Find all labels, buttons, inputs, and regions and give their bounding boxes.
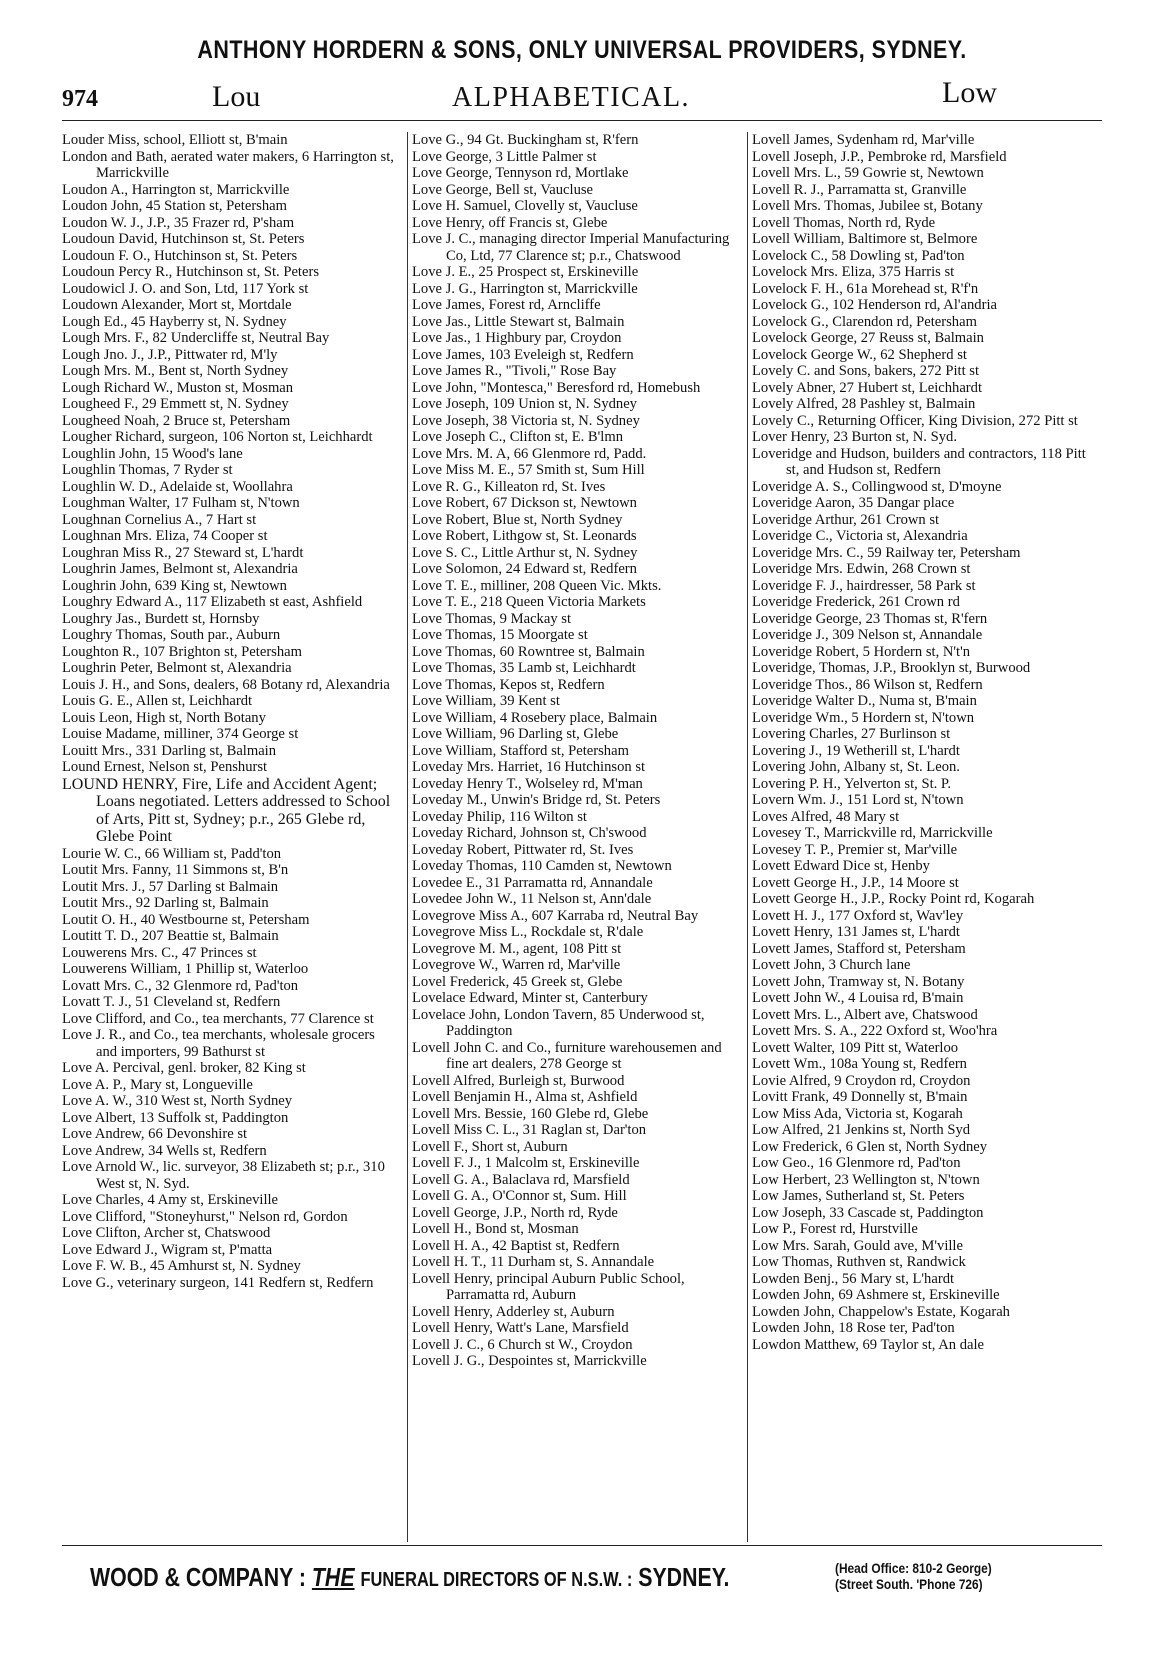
directory-entry: Lovely Alfred, 28 Pashley st, Balmain <box>752 396 976 412</box>
directory-entry: Love Thomas, 35 Lamb st, Leichhardt <box>412 660 636 676</box>
directory-entry: Loughrin John, 639 King st, Newtown <box>62 577 287 594</box>
directory-entry: Loveday M., Unwin's Bridge rd, St. Peters <box>412 792 661 808</box>
directory-entry: Lougher Richard, surgeon, 106 Norton st, Leichhardt <box>62 429 373 445</box>
directory-entry: Love A. W., 310 West st, North Sydney <box>62 1093 293 1109</box>
directory-entry: Love Robert, 67 Dickson st, Newtown <box>412 495 637 511</box>
directory-entry: Love George, 3 Little Palmer st <box>412 148 597 165</box>
directory-entry: Loughry Edward A., 117 Elizabeth st east, Ashfield <box>62 594 363 610</box>
directory-entry: Love Clifford, "Stoneyhurst," Nelson rd, Gordon <box>62 1208 348 1225</box>
directory-entry: Love Miss M. E., 57 Smith st, Sum Hill <box>412 462 645 478</box>
directory-entry: Lovell H. A., 42 Baptist st, Redfern <box>412 1237 620 1254</box>
directory-entry: Love George, Bell st, Vaucluse <box>412 181 594 198</box>
directory-entry: Lougheed Noah, 2 Bruce st, Petersham <box>62 412 291 429</box>
directory-entry: Loutit Mrs. Fanny, 11 Simmons st, B'n <box>62 862 289 878</box>
footer-note-line-2: (Street South. 'Phone 726) <box>835 1576 983 1592</box>
directory-entry: Louitt Mrs., 331 Darling st, Balmain <box>62 742 277 759</box>
directory-entry: Lovedee E., 31 Parramatta rd, Annandale <box>412 874 653 891</box>
directory-entry: Lovell J. G., Despointes st, Marrickville <box>412 1353 647 1369</box>
directory-entry: Lovett Mrs. L., Albert ave, Chatswood <box>752 1006 978 1023</box>
directory-entry: Love William, Stafford st, Petersham <box>412 742 629 759</box>
directory-entry: Louwerens William, 1 Phillip st, Waterloo <box>62 961 309 977</box>
directory-entry: Lound Ernest, Nelson st, Penshurst <box>62 759 268 775</box>
directory-entry: Love Jas., 1 Highbury par, Croydon <box>412 330 622 346</box>
directory-entry: Low Mrs. Sarah, Gould ave, M'ville <box>752 1237 963 1254</box>
directory-entry: Lovelock C., 58 Dowling st, Pad'ton <box>752 247 965 264</box>
directory-entry: Lovell William, Baltimore st, Belmore <box>752 231 978 247</box>
directory-entry: Loughry Jas., Burdett st, Hornsby <box>62 610 260 627</box>
directory-entry: Loveday Robert, Pittwater rd, St. Ives <box>412 841 634 858</box>
directory-columns <box>62 132 1102 1542</box>
directory-entry: Lovett Mrs. S. A., 222 Oxford st, Woo'hra <box>752 1023 998 1039</box>
directory-entry: Love Clifford, and Co., tea merchants, 77 Clarence st <box>62 1010 374 1027</box>
directory-entry: Loutitt T. D., 207 Beattie st, Balmain <box>62 928 279 944</box>
directory-entry: Lover Henry, 23 Burton st, N. Syd. <box>752 429 957 445</box>
directory-entry: Lovell H. T., 11 Durham st, S. Annandale <box>412 1254 655 1270</box>
directory-entry: Lovell James, Sydenham rd, Mar'ville <box>752 132 975 148</box>
directory-entry: Love John, "Montesca," Beresford rd, Homebush <box>412 379 701 396</box>
directory-entry: Loveday Thomas, 110 Camden st, Newtown <box>412 858 672 874</box>
directory-entry: Loudon W. J., J.P., 35 Frazer rd, P'sham <box>62 214 295 231</box>
directory-entry: Louis G. E., Allen st, Leichhardt <box>62 693 253 709</box>
directory-entry: Lovell H., Bond st, Mosman <box>412 1221 579 1237</box>
page-banner: ANTHONY HORDERN & SONS, ONLY UNIVERSAL PROVIDERS, SYDNEY. <box>197 36 967 64</box>
directory-entry: Loudoun Percy R., Hutchinson st, St. Peters <box>62 264 320 280</box>
directory-entry: Love Jas., Little Stewart st, Balmain <box>412 313 625 330</box>
directory-entry: Lovern Wm. J., 151 Lord st, N'town <box>752 792 964 808</box>
directory-entry: Lowden Benj., 56 Mary st, L'hardt <box>752 1270 955 1287</box>
directory-entry: Lovelock George, 27 Reuss st, Balmain <box>752 330 984 346</box>
directory-entry: Loughrin James, Belmont st, Alexandria <box>62 561 298 577</box>
directory-entry: Loves Alfred, 48 Mary st <box>752 808 900 825</box>
directory-entry: Loudon A., Harrington st, Marrickville <box>62 181 290 198</box>
directory-entry: Love Robert, Blue st, North Sydney <box>412 511 623 528</box>
directory-entry: Love J. E., 25 Prospect st, Erskineville <box>412 264 639 280</box>
directory-entry: Lowden John, 69 Ashmere st, Erskineville <box>752 1287 1000 1303</box>
directory-entry: Love William, 39 Kent st <box>412 693 560 709</box>
directory-entry: Loughry Thomas, South par., Auburn <box>62 627 281 643</box>
directory-entry: Loughlin John, 15 Wood's lane <box>62 445 243 462</box>
directory-entry: Lovell Henry, Adderley st, Auburn <box>412 1303 615 1320</box>
directory-entry: Loudown Alexander, Mort st, Mortdale <box>62 297 292 313</box>
directory-entry: Lovell Joseph, J.P., Pembroke rd, Marsfield <box>752 148 1007 165</box>
directory-entry: Loveridge, Thomas, J.P., Brooklyn st, Burwood <box>752 660 1031 676</box>
directory-entry: Lovell Mrs. L., 59 Gowrie st, Newtown <box>752 165 984 181</box>
directory-entry: Loveridge Wm., 5 Hordern st, N'town <box>752 709 975 726</box>
directory-entry: Loveridge and Hudson, builders and contractors, 118 Pitt st, and Hudson st, Redfern <box>752 445 1086 478</box>
directory-entry: Lovett James, Stafford st, Petersham <box>752 940 966 957</box>
directory-entry: Love Mrs. M. A, 66 Glenmore rd, Padd. <box>412 445 647 462</box>
directory-entry: Loughnan Mrs. Eliza, 74 Cooper st <box>62 528 268 544</box>
directory-entry: Loveridge J., 309 Nelson st, Annandale <box>752 627 983 643</box>
directory-entry: Lovegrove Miss L., Rockdale st, R'dale <box>412 924 644 940</box>
directory-entry: Loveridge George, 23 Thomas st, R'fern <box>752 610 988 627</box>
directory-entry: Loughlin W. D., Adelaide st, Woollahra <box>62 478 293 495</box>
directory-entry: Louwerens Mrs. C., 47 Princes st <box>62 944 257 961</box>
directory-entry: Low P., Forest rd, Hurstville <box>752 1221 918 1237</box>
directory-entry: Loudoun David, Hutchinson st, St. Peters <box>62 231 305 247</box>
directory-entry: Loveday Henry T., Wolseley rd, M'man <box>412 775 643 792</box>
directory-entry: Loveridge Frederick, 261 Crown rd <box>752 594 960 610</box>
directory-entry: Loudoun F. O., Hutchinson st, St. Peters <box>62 247 298 264</box>
directory-entry: Lovering J., 19 Wetherill st, L'hardt <box>752 742 960 759</box>
directory-entry: Lovell Henry, Watt's Lane, Marsfield <box>412 1320 629 1336</box>
directory-entry: Love A. Percival, genl. broker, 82 King st <box>62 1060 306 1076</box>
directory-entry: Lougheed F., 29 Emmett st, N. Sydney <box>62 396 289 412</box>
directory-entry: Lovett John W., 4 Louisa rd, B'main <box>752 990 964 1006</box>
directory-entry: Low Joseph, 33 Cascade st, Paddington <box>752 1204 984 1221</box>
directory-entry: Love William, 4 Rosebery place, Balmain <box>412 709 658 726</box>
directory-entry: Loveday Philip, 116 Wilton st <box>412 808 587 825</box>
directory-entry: Lovatt T. J., 51 Cleveland st, Redfern <box>62 994 281 1010</box>
page-header <box>62 76 1102 121</box>
directory-entry: Love G., veterinary surgeon, 141 Redfern st, Redfern <box>62 1274 374 1291</box>
directory-entry: Loveridge Robert, 5 Hordern st, N't'n <box>752 643 971 660</box>
directory-entry: London and Bath, aerated water makers, 6 Harrington st, Marrickville <box>62 148 394 181</box>
directory-entry: Lovell Mrs. Thomas, Jubilee st, Botany <box>752 198 983 214</box>
directory-entry: Lovegrove M. M., agent, 108 Pitt st <box>412 940 622 957</box>
directory-entry: Lovell J. C., 6 Church st W., Croydon <box>412 1336 633 1353</box>
footer-note-line-1: (Head Office: 810-2 George) <box>835 1560 992 1576</box>
directory-entry: Love Thomas, 15 Moorgate st <box>412 627 588 643</box>
directory-entry: Love Thomas, Kepos st, Redfern <box>412 676 605 693</box>
directory-entry: Lovelace Edward, Minter st, Canterbury <box>412 990 648 1006</box>
directory-entry: Lovett Henry, 131 James st, L'hardt <box>752 924 960 940</box>
footer-head-office-note <box>835 1560 992 1592</box>
directory-entry: Lovelock G., Clarendon rd, Petersham <box>752 313 977 330</box>
directory-entry: Love Thomas, 9 Mackay st <box>412 610 572 627</box>
directory-entry: Lowden John, 18 Rose ter, Pad'ton <box>752 1320 955 1336</box>
directory-entry: Love Charles, 4 Amy st, Erskineville <box>62 1192 279 1208</box>
directory-entry: Lovell Thomas, North rd, Ryde <box>752 214 936 231</box>
directory-entry: Love James, 103 Eveleigh st, Redfern <box>412 346 634 363</box>
directory-entry: Louis Leon, High st, North Botany <box>62 709 266 726</box>
directory-entry: Love Andrew, 66 Devonshire st <box>62 1126 248 1142</box>
directory-entry: Lovitt Frank, 49 Donnelly st, B'main <box>752 1089 968 1105</box>
directory-entry: Loutit Mrs. J., 57 Darling st Balmain <box>62 878 279 895</box>
footer-company: WOOD & COMPANY : <box>90 1562 306 1592</box>
directory-entry: Loveridge F. J., hairdresser, 58 Park st <box>752 577 976 594</box>
directory-entry: Lovelock F. H., 61a Morehead st, R'f'n <box>752 280 979 297</box>
directory-entry: Lovegrove Miss A., 607 Karraba rd, Neutral Bay <box>412 907 699 924</box>
directory-entry: Love T. E., milliner, 208 Queen Vic. Mkts. <box>412 577 662 594</box>
directory-entry: Low Herbert, 23 Wellington st, N'town <box>752 1171 980 1188</box>
directory-entry: Loughlin Thomas, 7 Ryder st <box>62 462 233 478</box>
directory-entry: Love Andrew, 34 Wells st, Redfern <box>62 1142 267 1159</box>
directory-entry: Lovelace John, London Tavern, 85 Underwood st, Paddington <box>412 1006 705 1039</box>
directory-entry: Loveridge Aaron, 35 Dangar place <box>752 495 955 511</box>
directory-entry: Love William, 96 Darling st, Glebe <box>412 726 619 742</box>
directory-entry: Lovett John, 3 Church lane <box>752 957 911 973</box>
directory-entry: Louis J. H., and Sons, dealers, 68 Botany rd, Alexandria <box>62 676 390 693</box>
directory-entry: Love Edward J., Wigram st, P'matta <box>62 1241 273 1258</box>
directory-entry: Lovett H. J., 177 Oxford st, Wav'ley <box>752 907 964 924</box>
directory-entry: Loveridge Walter D., Numa st, B'main <box>752 693 977 709</box>
directory-entry: Lovelock G., 102 Henderson rd, Al'andria <box>752 297 997 313</box>
directory-entry: Lovely C. and Sons, bakers, 272 Pitt st <box>752 363 980 379</box>
directory-entry: Love Solomon, 24 Edward st, Redfern <box>412 561 637 577</box>
directory-entry: Loveday Mrs. Harriet, 16 Hutchinson st <box>412 759 646 775</box>
footer-advertisement <box>90 1558 1100 1608</box>
directory-entry: Loudon John, 45 Station st, Petersham <box>62 198 287 214</box>
directory-entry: Lovell John C. and Co., furniture warehousemen and fine art dealers, 278 George st <box>412 1039 722 1072</box>
directory-entry: Love Albert, 13 Suffolk st, Paddington <box>62 1109 289 1126</box>
directory-entry: Lovely Abner, 27 Hubert st, Leichhardt <box>752 379 983 396</box>
directory-entry: Loughran Miss R., 27 Steward st, L'hardt <box>62 544 304 561</box>
directory-entry: Lovell Mrs. Bessie, 160 Glebe rd, Glebe <box>412 1105 649 1122</box>
directory-entry: Low Alfred, 21 Jenkins st, North Syd <box>752 1122 971 1138</box>
directory-entry: Lovett Edward Dice st, Henby <box>752 858 930 874</box>
header-left-guide-word: Lou <box>212 80 261 113</box>
directory-entry: Lovett Wm., 108a Young st, Redfern <box>752 1056 967 1072</box>
directory-entry: Loveridge Arthur, 261 Crown st <box>752 511 940 528</box>
directory-entry: Louise Madame, milliner, 374 George st <box>62 726 299 742</box>
directory-entry: Lovell F. J., 1 Malcolm st, Erskineville <box>412 1155 640 1171</box>
directory-entry: Loveridge Mrs. Edwin, 268 Crown st <box>752 561 971 577</box>
directory-entry: Low Miss Ada, Victoria st, Kogarah <box>752 1105 963 1122</box>
directory-entry: LOUND HENRY, Fire, Life and Accident Agent; Loans negotiated. Letters addressed to School of Arts, Pitt st, Sydney; p.r., 265 Glebe rd, Glebe Point <box>62 775 391 845</box>
directory-entry: Loveday Richard, Johnson st, Ch'swood <box>412 825 647 841</box>
directory-entry: Love Joseph, 38 Victoria st, N. Sydney <box>412 412 640 429</box>
directory-entry: Lovegrove W., Warren rd, Mar'ville <box>412 957 621 973</box>
footer-slogan <box>90 1562 729 1593</box>
directory-entry: Lourie W. C., 66 William st, Padd'ton <box>62 845 282 862</box>
directory-entry: Low Geo., 16 Glenmore rd, Pad'ton <box>752 1155 961 1171</box>
directory-entry: Lovell Benjamin H., Alma st, Ashfield <box>412 1089 638 1105</box>
directory-entry: Lovell G. A., O'Connor st, Sum. Hill <box>412 1188 627 1204</box>
page-number: 974 <box>62 86 98 112</box>
directory-entry: Loveridge Mrs. C., 59 Railway ter, Petersham <box>752 544 1021 561</box>
directory-entry: Love R. G., Killeaton rd, St. Ives <box>412 478 606 495</box>
directory-entry: Love Arnold W., lic. surveyor, 38 Elizabeth st; p.r., 310 West st, N. Syd. <box>62 1159 385 1192</box>
directory-entry: Lovett George H., J.P., Rocky Point rd, Kogarah <box>752 891 1035 907</box>
directory-entry: Lovering Charles, 27 Burlinson st <box>752 726 951 742</box>
directory-entry: Lovell Miss C. L., 31 Raglan st, Dar'ton <box>412 1122 647 1138</box>
directory-entry: Loudowicl J. O. and Son, Ltd, 117 York st <box>62 280 309 297</box>
directory-entry: Lovell George, J.P., North rd, Ryde <box>412 1204 618 1221</box>
directory-entry: Lovel Frederick, 45 Greek st, Glebe <box>412 973 623 990</box>
directory-entry: Love Clifton, Archer st, Chatswood <box>62 1225 271 1241</box>
footer-rule <box>62 1545 1102 1546</box>
directory-entry: Lovesey T. P., Premier st, Mar'ville <box>752 841 958 858</box>
directory-entry: Low James, Sutherland st, St. Peters <box>752 1188 965 1204</box>
directory-entry: Love Joseph C., Clifton st, E. B'lmn <box>412 429 623 445</box>
directory-entry: Love G., 94 Gt. Buckingham st, R'fern <box>412 132 639 148</box>
directory-entry: Lovett John, Tramway st, N. Botany <box>752 973 965 990</box>
directory-entry: Love Joseph, 109 Union st, N. Sydney <box>412 396 637 412</box>
directory-entry: Loveridge A. S., Collingwood st, D'moyne <box>752 478 1002 495</box>
directory-entry: Low Frederick, 6 Glen st, North Sydney <box>752 1138 988 1155</box>
directory-entry: Loutit Mrs., 92 Darling st, Balmain <box>62 895 269 911</box>
directory-entry: Love A. P., Mary st, Longueville <box>62 1076 253 1093</box>
directory-entry: Loveridge C., Victoria st, Alexandria <box>752 528 968 544</box>
directory-entry: Lough Mrs. F., 82 Undercliffe st, Neutral Bay <box>62 330 330 346</box>
directory-entry: Lovering P. H., Yelverton st, St. P. <box>752 775 952 792</box>
directory-entry: Love Thomas, 60 Rowntree st, Balmain <box>412 643 645 660</box>
directory-entry: Lovell G. A., Balaclava rd, Marsfield <box>412 1171 630 1188</box>
directory-entry: Lowden John, Chappelow's Estate, Kogarah <box>752 1303 1010 1320</box>
directory-entry: Lovie Alfred, 9 Croydon rd, Croydon <box>752 1072 971 1089</box>
directory-entry: Loughton R., 107 Brighton st, Petersham <box>62 643 302 660</box>
directory-column-1 <box>62 132 396 1542</box>
directory-entry: Lovell Henry, principal Auburn Public School, Parramatta rd, Auburn <box>412 1270 685 1303</box>
directory-entry: Lovell R. J., Parramatta st, Granville <box>752 181 967 198</box>
directory-column-3 <box>747 132 1102 1542</box>
footer-funeral-directors: FUNERAL DIRECTORS OF N.S.W. : <box>360 1569 633 1591</box>
footer-city: SYDNEY. <box>638 1562 730 1592</box>
directory-entry: Love H. Samuel, Clovelly st, Vaucluse <box>412 198 638 214</box>
directory-entry: Lowdon Matthew, 69 Taylor st, An dale <box>752 1336 985 1353</box>
directory-entry: Loutit O. H., 40 Westbourne st, Petersham <box>62 911 310 928</box>
footer-the: THE <box>311 1562 355 1592</box>
directory-entry: Loveridge Thos., 86 Wilson st, Redfern <box>752 676 983 693</box>
directory-entry: Lovelock Mrs. Eliza, 375 Harris st <box>752 264 955 280</box>
directory-entry: Lough Ed., 45 Hayberry st, N. Sydney <box>62 313 287 330</box>
directory-entry: Lovely C., Returning Officer, King Division, 272 Pitt st <box>752 412 1078 429</box>
directory-entry: Lovelock George W., 62 Shepherd st <box>752 346 967 363</box>
directory-entry: Love F. W. B., 45 Amhurst st, N. Sydney <box>62 1258 301 1274</box>
directory-entry: Lough Jno. J., J.P., Pittwater rd, M'ly <box>62 346 278 363</box>
directory-entry: Love J. R., and Co., tea merchants, wholesale grocers and importers, 99 Bathurst st <box>62 1027 375 1060</box>
directory-entry: Lovell F., Short st, Auburn <box>412 1138 568 1155</box>
directory-entry: Low Thomas, Ruthven st, Randwick <box>752 1254 966 1270</box>
directory-entry: Lough Richard W., Muston st, Mosman <box>62 379 294 396</box>
directory-entry: Love James, Forest rd, Arncliffe <box>412 297 601 313</box>
directory-entry: Love James R., "Tivoli," Rose Bay <box>412 363 617 379</box>
directory-entry: Love Henry, off Francis st, Glebe <box>412 214 608 231</box>
directory-entry: Love T. E., 218 Queen Victoria Markets <box>412 594 646 610</box>
directory-entry: Lovell Alfred, Burleigh st, Burwood <box>412 1072 625 1089</box>
directory-column-2 <box>407 132 742 1542</box>
directory-entry: Lovesey T., Marrickville rd, Marrickville <box>752 825 993 841</box>
directory-entry: Love S. C., Little Arthur st, N. Sydney <box>412 544 638 561</box>
directory-entry: Loughrin Peter, Belmont st, Alexandria <box>62 660 292 676</box>
directory-entry: Love J. C., managing director Imperial Manufacturing Co, Ltd, 77 Clarence st; p.r., Chatswood <box>412 231 730 264</box>
header-section-title: ALPHABETICAL. <box>452 82 691 113</box>
directory-entry: Lovett George H., J.P., 14 Moore st <box>752 874 959 891</box>
directory-entry: Love Robert, Lithgow st, St. Leonards <box>412 528 637 544</box>
directory-entry: Lovatt Mrs. C., 32 Glenmore rd, Pad'ton <box>62 977 299 994</box>
directory-entry: Lovering John, Albany st, St. Leon. <box>752 759 960 775</box>
directory-entry: Love J. G., Harrington st, Marrickville <box>412 280 638 297</box>
directory-entry: Love George, Tennyson rd, Mortlake <box>412 165 629 181</box>
directory-entry: Lovedee John W., 11 Nelson st, Ann'dale <box>412 891 652 907</box>
directory-entry: Loughman Walter, 17 Fulham st, N'town <box>62 495 300 511</box>
directory-entry: Louder Miss, school, Elliott st, B'main <box>62 132 288 148</box>
directory-entry: Lough Mrs. M., Bent st, North Sydney <box>62 363 289 379</box>
directory-entry: Lovett Walter, 109 Pitt st, Waterloo <box>752 1039 959 1056</box>
directory-entry: Loughnan Cornelius A., 7 Hart st <box>62 511 257 528</box>
header-right-guide-word: Low <box>942 76 997 109</box>
